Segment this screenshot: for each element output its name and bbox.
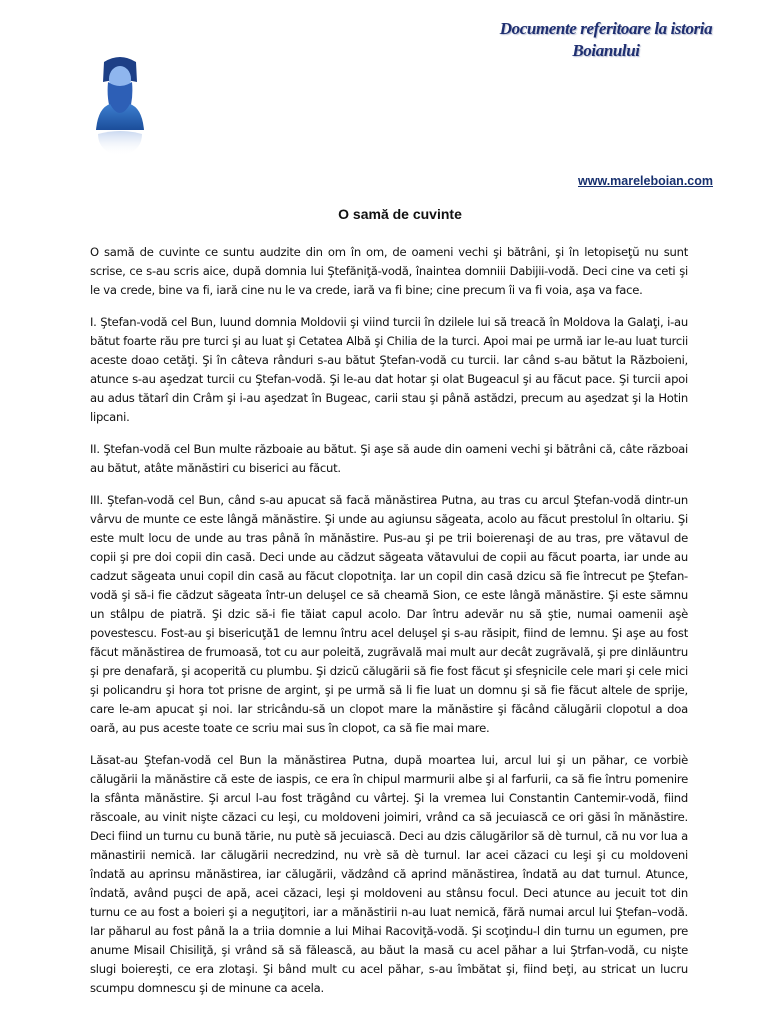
paragraph-iii: III. Ştefan-vodă cel Bun, când s-au apucat să facă mănăstirea Putna, au tras cu arcul Ştefan-vodă dintr-un vârvu de munte ce este lângă mănăstire. Şi unde au agiunsu săgeata, acolo au făcut prestolul în oltariu. Şi este mult locu de unde au tras până în mănăstire. Pus-au şi pe trii boierenaşi de au tras, pre vătavul de copii şi pre doi copii din casă. Deci unde au cădzut săgeata vătavului de copii au făcut poarta, iar unde au cadzut săgeata unui copil din casă au făcut clopotniţa. Iar un copil din casă dzicu să fie întrecut pe Ştefan-vodă şi să-i fie cădzut săgeata într-un deluşel ce să cheamă Sion, ce este lângă mănăstire. Şi este sămnu un stâlpu de piatră. Şi dzic să-i fie tăiat capul acolo. Dar întru adevăr nu să ştie, numai oamenii aşè povestescu. Fost-au şi bisericuţă1 de lemnu întru acel deluşel şi s-au răsipit, fiind de lemnu. Şi aşe au fost făcut mănăstirea de frumoasă, tot cu aur poleită, zugrăvală mai mult aur decât zugrăvală, şi pre dinlăuntru şi pre denafară, şi acoperită cu plumbu. Şi dzicŭ călugării să fie fost făcut şi sfeşnicile cele mari şi cele mici şi policandru şi hora tot prisne de argint, şi pe urmă să li fie luat un domnu şi să fie făcut altele de sprije, care le-am apucat şi noi. Iar stricându-să un clopot mare la mănăstire şi făcând călugării clopotul a doa oară, au pus aceste toate ce scriu mai sus în clopot, ca să fie mai mare. <box>90 493 688 735</box>
paragraph-iii-continued: Lăsat-au Ştefan-vodă cel Bun la mănăstirea Putna, după moartea lui, arcul lui şi un păhar, ce vorbiè călugării la mănăstire că este de iaspis, ce era în chipul marmurii albe şi al farfurii, ca să fie întru pomenire la sfânta mănăstire. Şi arcul l-au fost trăgând cu vârtej. Şi la vremea lui Constantin Cantemir-vodă, fiind răscoale, au vinit nişte căzaci cu leşi, cu moldoveni joimiri, vrând ca să jecuiască ce ori găsi în mănăstire. Deci fiind un turnu cu bună tărie, nu putè să jecuiască. Deci au dzis călugărilor să dè turnul, că nu vor lua a mănastirii nemică. Iar călugării necredzind, nu vrè să dè turnul. Iar acei căzaci cu leşi şi cu moldoveni îndată au aprinsu mănăstirea, iar călugării, vădzând că aprind mănăstirea, îndată au dat turnul. Atunce, îndată, având puşci de apă, acei căzaci, leşi şi moldoveni au stânsu focul. Deci atunce au jecuit tot din turnu ce au fost a boieri şi a neguţitori, iar a mănăstirii n-au luat nemică, fără numai arcul lui Ştefan–vodă. Iar păharul au fost până la a triia domnie a lui Mihai Racoviţă-vodă. Şi scoţindu-l din turnu un egumen, pre anume Misail Chisiliţă, şi vrând să să fălească, au băut la masă cu acel păhar a lui Ştrfan-vodă, cu nişte slugi boiereşti, ce era zlotaşi. Şi bând mult cu acel păhar, s-au îmbătat şi, fiind beţi, au stricat un lucru scumpu domnescu şi de minune ca acela. <box>90 753 688 995</box>
paragraph-ii: II. Ştefan-vodă cel Bun multe războaie au bătut. Şi aşe să aude din oameni vechi şi bătrâni că, câte războai au bătut, atâte mănăstiri cu biserici au făcut. <box>90 442 688 475</box>
portrait-image <box>90 52 150 162</box>
paragraph-i: I. Ştefan-vodă cel Bun, luund domnia Moldovii şi viind turcii în dzilele lui să treacă în Moldova la Galaţi, i-au bătut foarte rău pre turci şi au luat şi Cetatea Albă şi Chilia de la turci. Apoi mai pe urmă iar le-au luat turcii aceste doao cetăţi. Şi în câteva rânduri s-au bătut Ştefan-vodă cu turcii. Iar când s-au bătut la Războieni, atunce s-au aşedzat turcii cu Ştefan-vodă. Şi le-au dat hotar şi olat Bugeacul şi au făcut pace. Şi turcii apoi au adus tătarî din Crâm şi i-au aşedzat în Bugeac, carii stau şi până astădzi, precum au aşedzat şi la Hotin lipcani. <box>90 315 688 424</box>
document-body <box>90 243 688 1011</box>
series-title: Documente referitoare la istoria Boianului <box>499 19 713 60</box>
document-title: O samă de cuvinte <box>338 206 462 222</box>
site-link[interactable]: www.mareleboian.com <box>578 174 713 188</box>
paragraph-intro: O samă de cuvinte ce suntu audzite din om în om, de oameni vechi şi bătrâni, şi în letopiseţŭ nu sunt scrise, ce s-au scris aice, după domnia lui Ştefăniţă-vodă, înaintea domniii Dabijii-vodă. Deci cine va ceti şi le va crede, bine va fi, iară cine nu le va crede, iară va fi bine; cine precum îi va fi voia, aşa va face. <box>90 245 688 297</box>
